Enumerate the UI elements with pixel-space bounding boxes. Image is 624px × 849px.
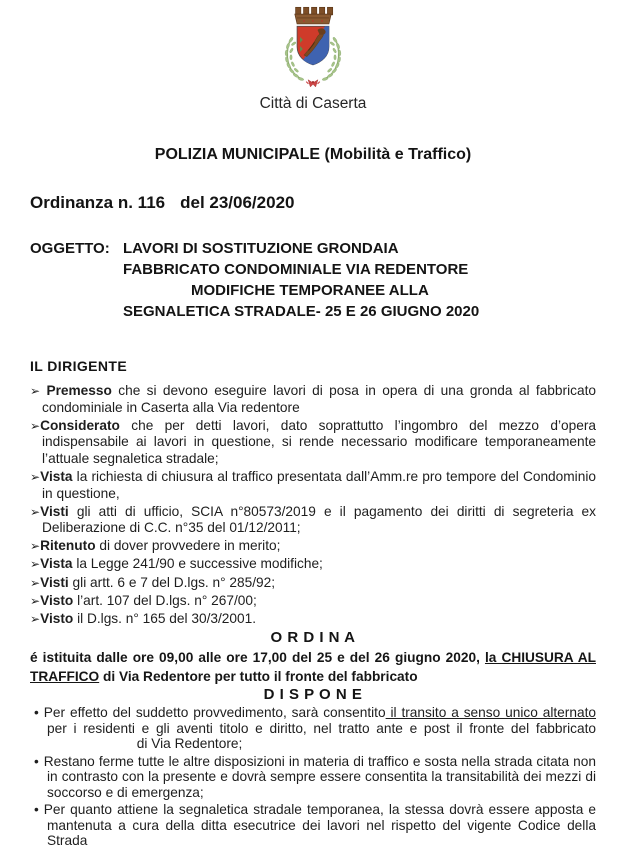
dot-bullet-icon: • [34, 753, 39, 769]
text-run: di Via Redentore per tutto il fronte del fabbricato [99, 669, 418, 685]
text-run: Per quanto attiene la segnaletica stradale temporanea, la stessa dovrà essere apposta e mantenuta a cura della ditta esecutrice dei lavori nel rispetto del vigente Codice della Strada [43, 802, 596, 849]
text-run: Visto [40, 610, 74, 626]
text-run: Visti [40, 574, 69, 590]
dispone-item [34, 705, 596, 752]
text-run: Vista [40, 556, 73, 572]
ordina-heading: O R D I N A [270, 629, 356, 647]
text-run: che si devono eseguire lavori di posa in opera di una gronda al fabbricato condominiale in Caserta alla Via redentore [42, 383, 596, 415]
premise-item [30, 504, 596, 537]
text-run: il transito a senso unico alternato [385, 705, 596, 721]
arrow-bullet-icon: ➢ [30, 539, 41, 554]
dispone-heading: D I S P O N E [263, 686, 363, 704]
premise-item [30, 575, 596, 592]
ordinance-date: del 23/06/2020 [180, 193, 295, 212]
dispone-item-clipped [34, 802, 596, 849]
text-run: gli artt. 6 e 7 del D.lgs. n° 285/92; [68, 574, 276, 590]
dispone-list [30, 705, 596, 849]
subject-line: SEGNALETICA STRADALE- 25 E 26 GIUGNO 2020 [123, 303, 480, 320]
caserta-coat-of-arms [30, 5, 596, 93]
authority-heading: IL DIRIGENTE [30, 358, 128, 374]
arrow-bullet-icon: ➢ [30, 469, 41, 484]
arrow-bullet-icon: ➢ [30, 611, 41, 626]
arrow-bullet-icon: ➢ [30, 557, 41, 572]
text-run: Restano ferme tutte le altre disposizioni in materia di traffico e sosta nella strada citata non in contrasto con la presente e dovrà sempre essere consentita la transitabilità dei mezzi di soccorso e di emergenza; [43, 753, 596, 800]
subject-label: OGGETTO: [30, 240, 110, 257]
text-run: gli atti di ufficio, SCIA n°80573/2019 e il pagamento dei diritti di segreteria ex Deliberazione di C.C. n°35 del 01/12/2011; [42, 503, 596, 536]
premise-item [30, 556, 596, 573]
text-run: di dover provvedere in merito; [95, 538, 281, 554]
arrow-bullet-icon: ➢ [30, 575, 41, 590]
text-run: Per effetto del suddetto provvedimento, sarà consentito [43, 705, 386, 721]
text-run: la richiesta di chiusura al traffico presentata dall’Amm.re pro tempore del Condominio in questione, [42, 468, 596, 501]
premise-item [30, 418, 596, 468]
premise-item [30, 593, 596, 610]
subject-line: FABBRICATO CONDOMINIALE VIA REDENTORE [123, 261, 469, 278]
city-title: Città di Caserta [259, 95, 367, 112]
ordinance-number: Ordinanza n. 116 [30, 193, 166, 212]
premises-list [30, 383, 596, 627]
ordinance-title [30, 193, 596, 213]
text-run: Visto [40, 592, 74, 608]
arrow-bullet-icon: ➢ [30, 504, 41, 519]
text-run: la CHIUSURA AL TRAFFICO [30, 650, 596, 685]
text-run: il D.lgs. n° 165 del 30/3/2001. [73, 610, 257, 626]
subject-block [30, 238, 596, 322]
department-heading: POLIZIA MUNICIPALE (Mobilità e Traffico) [154, 146, 472, 163]
text-run: che per detti lavori, dato soprattutto l’ingombro del mezzo d’opera indispensabile ai lavori in questione, si rende necessario modificare temporaneamente l’attuale segnaletica stradale; [42, 417, 596, 466]
coat-of-arms-icon [273, 5, 353, 93]
text-run: per i residenti e gli aventi titolo e diritto, nel tratto ante e post il fronte del fabbricato [47, 720, 596, 736]
text-run: Vista [40, 468, 73, 484]
premise-item [30, 538, 596, 555]
shield-icon [297, 26, 329, 65]
premise-item [30, 469, 596, 502]
document-page [0, 5, 624, 849]
subject-line: MODIFICHE TEMPORANEE ALLA [191, 282, 429, 299]
text-run: Visti [40, 503, 69, 519]
arrow-bullet-icon: ➢ [30, 593, 41, 608]
text-run: é istituita dalle ore 09,00 alle ore 17,00 del 25 e del 26 giugno 2020, [30, 650, 485, 666]
ribbon-icon [306, 80, 320, 87]
dispone-item [34, 754, 596, 801]
dot-bullet-icon: • [34, 705, 39, 721]
premise-item [30, 611, 596, 628]
text-run: la Legge 241/90 e successive modifiche; [72, 556, 323, 572]
subject-lines [123, 238, 479, 322]
crown-icon [295, 7, 333, 24]
text-run: di Via Redentore; [133, 736, 243, 752]
premise-item [30, 383, 596, 416]
arrow-bullet-icon: ➢ [30, 384, 41, 398]
text-run: l’art. 107 del D.lgs. n° 267/00; [73, 592, 257, 608]
text-run: Premesso [46, 383, 112, 398]
dot-bullet-icon: • [34, 802, 39, 818]
subject-line: LAVORI DI SOSTITUZIONE GRONDAIA [123, 240, 399, 257]
text-run: Considerato [40, 417, 120, 433]
text-run: Ritenuto [40, 538, 96, 554]
arrow-bullet-icon: ➢ [30, 418, 41, 433]
ordina-paragraph [30, 648, 596, 686]
